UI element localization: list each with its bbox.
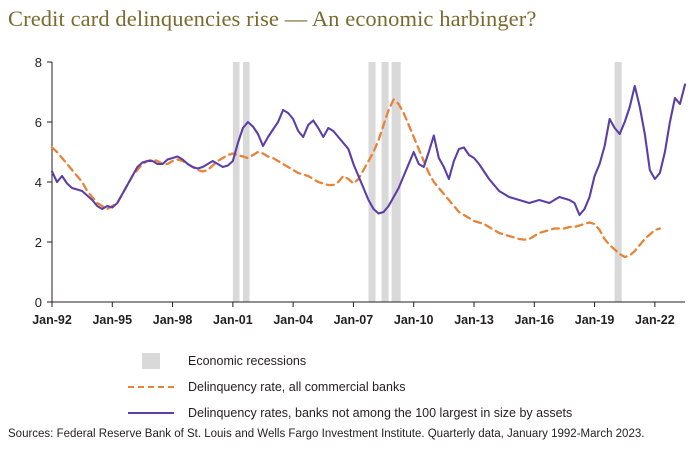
- legend-item-small-banks: [0, 400, 700, 426]
- recession-band: [233, 62, 240, 302]
- y-tick-label: 8: [34, 55, 42, 70]
- x-tick-label: Jan-19: [574, 313, 615, 327]
- x-tick-label: Jan-01: [213, 313, 253, 327]
- source-note: Sources: Federal Reserve Bank of St. Louis and Wells Fargo Investment Institute. Quarterly data, January 1992-March 2023.: [8, 428, 645, 440]
- legend-item-recessions: [0, 348, 700, 374]
- legend-label-all-banks: Delinquency rate, all commercial banks: [188, 380, 406, 394]
- page-title: Credit card delinquencies rise — An economic harbinger?: [8, 6, 537, 31]
- legend-label-recessions: Economic recessions: [188, 354, 307, 368]
- x-tick-label: Jan-95: [92, 313, 133, 327]
- x-tick-label: Jan-22: [635, 313, 675, 327]
- recession-band: [243, 62, 250, 302]
- x-tick-label: Jan-98: [152, 313, 193, 327]
- legend-label-small-banks: Delinquency rates, banks not among the 100 largest in size by assets: [188, 406, 573, 420]
- y-tick-label: 6: [34, 115, 42, 130]
- series-line-0: [52, 100, 660, 258]
- recession-band: [369, 62, 376, 302]
- y-tick-label: 2: [34, 235, 42, 250]
- x-tick-label: Jan-13: [454, 313, 494, 327]
- recession-band: [382, 62, 389, 302]
- solid-line-swatch: [128, 405, 174, 421]
- x-tick-label: Jan-10: [393, 313, 434, 327]
- legend-item-all-banks: [0, 374, 700, 400]
- y-tick-label: 4: [34, 175, 42, 190]
- recession-swatch: [128, 353, 174, 369]
- recession-band: [615, 62, 622, 302]
- y-tick-label: 0: [34, 295, 42, 310]
- x-tick-label: Jan-16: [514, 313, 555, 327]
- chart-plot-area: [0, 44, 700, 334]
- line-chart-svg: [0, 44, 700, 334]
- x-tick-label: Jan-04: [273, 313, 313, 327]
- x-tick-label: Jan-07: [333, 313, 374, 327]
- recession-band: [392, 62, 401, 302]
- chart-legend: [0, 348, 700, 426]
- x-tick-label: Jan-92: [32, 313, 72, 327]
- dashed-line-swatch: [128, 379, 174, 395]
